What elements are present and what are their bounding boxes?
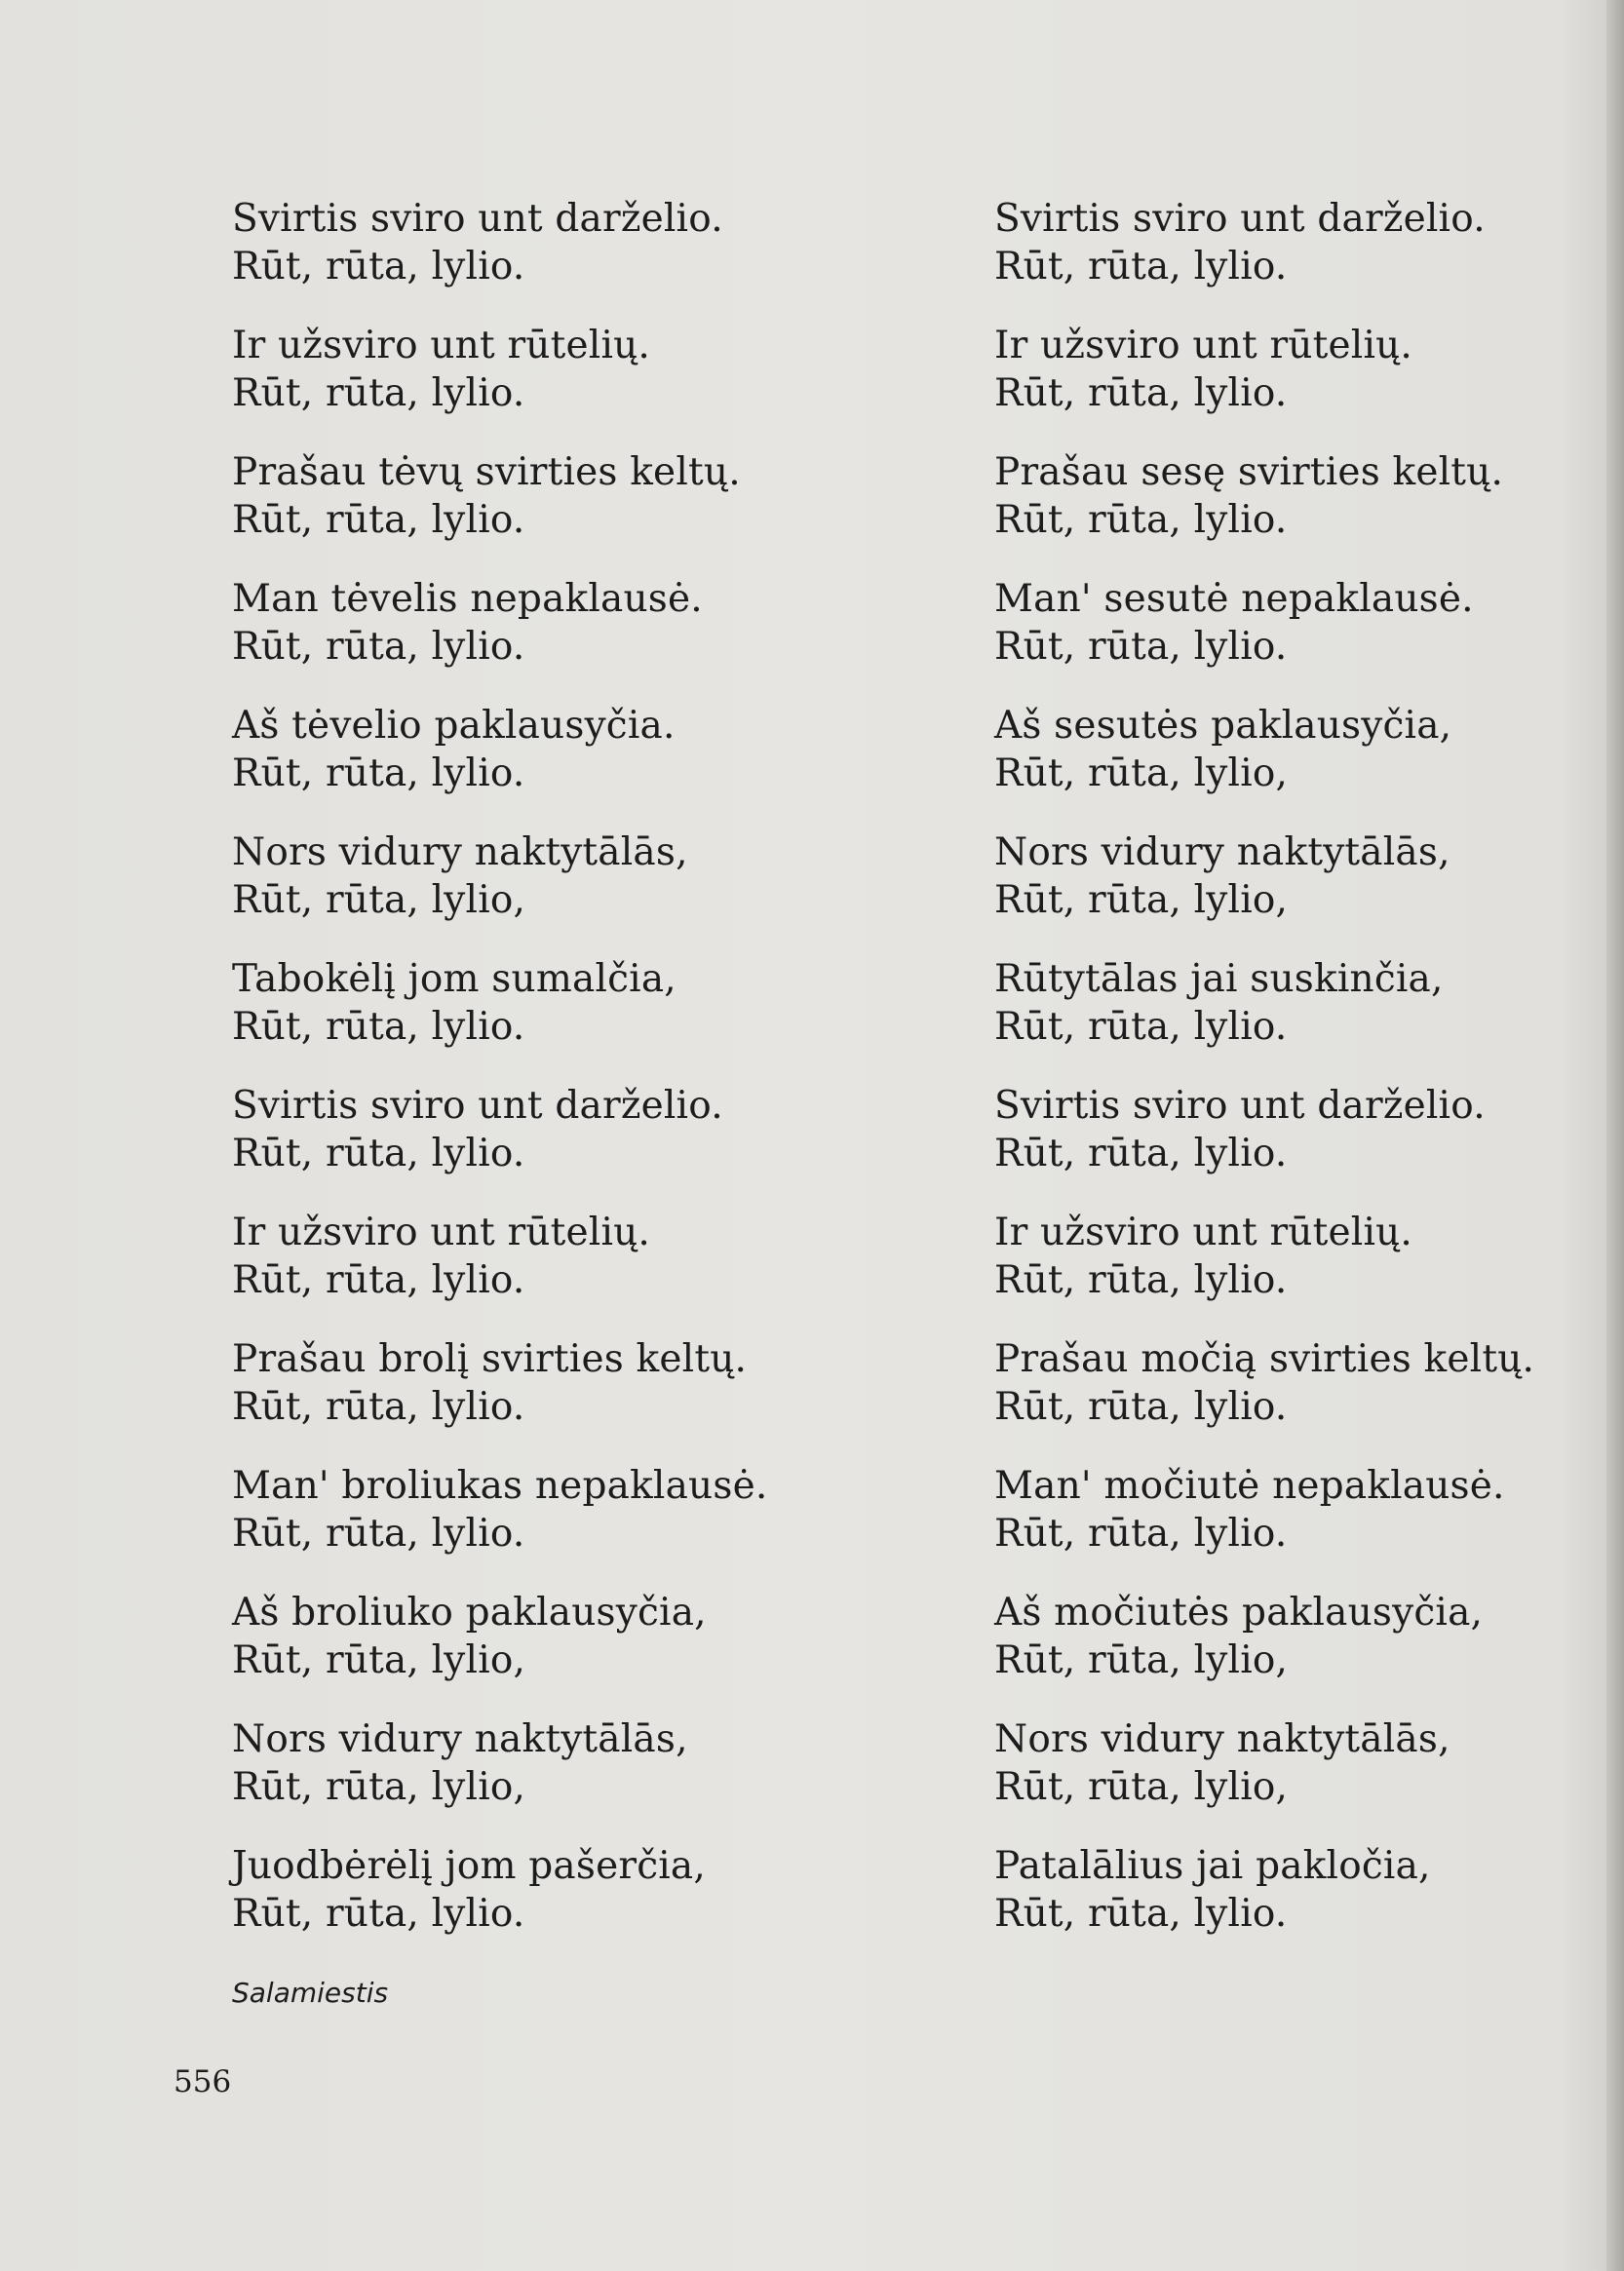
refrain-line: Rūt, rūta, lylio. [232, 245, 525, 289]
stanza [994, 1842, 1624, 1938]
stanza [994, 828, 1624, 924]
refrain-line: Rūt, rūta, lylio. [994, 1385, 1288, 1429]
verse-line: Nors vidury naktytālās, [994, 830, 1450, 874]
stanza [232, 1209, 914, 1304]
refrain-line: Rūt, rūta, lylio. [232, 498, 525, 542]
verse-line: Aš sesutės paklausyčia, [994, 704, 1452, 748]
verse-line: Nors vidury naktytālās, [232, 830, 688, 874]
right-column [994, 195, 1624, 1969]
verse-line: Ir užsviro unt rūtelių. [232, 324, 651, 367]
stanza [232, 828, 914, 924]
left-column [232, 195, 914, 1969]
verse-line: Nors vidury naktytālās, [994, 1717, 1450, 1761]
stanza [994, 1589, 1624, 1684]
verse-line: Man' sesutė nepaklausė. [994, 577, 1474, 621]
stanza [994, 195, 1624, 290]
verse-line: Prašau močią svirties keltų. [994, 1337, 1535, 1381]
stanza [232, 1715, 914, 1811]
refrain-line: Rūt, rūta, lylio. [232, 1512, 525, 1556]
refrain-line: Rūt, rūta, lylio. [994, 1258, 1288, 1302]
refrain-line: Rūt, rūta, lylio, [994, 751, 1289, 795]
verse-line: Aš močiutės paklausyčia, [994, 1591, 1484, 1635]
refrain-line: Rūt, rūta, lylio, [232, 878, 526, 922]
stanza [232, 1082, 914, 1177]
refrain-line: Rūt, rūta, lylio. [994, 625, 1288, 669]
refrain-line: Rūt, rūta, lylio, [994, 878, 1289, 922]
stanza [232, 322, 914, 417]
refrain-line: Rūt, rūta, lylio. [232, 371, 525, 415]
verse-line: Prašau brolį svirties keltų. [232, 1337, 748, 1381]
verse-line: Svirtis sviro unt darželio. [232, 197, 723, 241]
stanza [232, 575, 914, 671]
refrain-line: Rūt, rūta, lylio. [232, 1892, 525, 1936]
verse-line: Svirtis sviro unt darželio. [994, 1084, 1486, 1128]
verse-line: Tabokėlį jom sumalčia, [232, 957, 677, 1001]
stanza [232, 448, 914, 544]
refrain-line: Rūt, rūta, lylio. [994, 1005, 1288, 1049]
verse-line: Man' močiutė nepaklausė. [994, 1464, 1505, 1508]
refrain-line: Rūt, rūta, lylio, [232, 1765, 526, 1809]
refrain-line: Rūt, rūta, lylio, [994, 1638, 1289, 1682]
page-number: 556 [174, 2064, 232, 2099]
song-location: Salamiestis [232, 1977, 389, 2009]
refrain-line: Rūt, rūta, lylio. [994, 1512, 1288, 1556]
refrain-line: Rūt, rūta, lylio. [232, 1005, 525, 1049]
stanza [994, 448, 1624, 544]
refrain-line: Rūt, rūta, lylio, [232, 1638, 526, 1682]
verse-line: Ir užsviro unt rūtelių. [994, 324, 1413, 367]
refrain-line: Rūt, rūta, lylio. [232, 751, 525, 795]
verse-line: Prašau tėvų svirties keltų. [232, 450, 741, 494]
verse-line: Ir užsviro unt rūtelių. [994, 1211, 1413, 1254]
stanza [232, 195, 914, 290]
verse-line: Patalālius jai pakločia, [994, 1844, 1431, 1888]
verse-line: Nors vidury naktytālās, [232, 1717, 688, 1761]
stanza [232, 955, 914, 1051]
refrain-line: Rūt, rūta, lylio. [994, 1132, 1288, 1175]
stanza [994, 322, 1624, 417]
verse-line: Man tėvelis nepaklausė. [232, 577, 703, 621]
stanza [994, 1209, 1624, 1304]
stanza [232, 1462, 914, 1558]
stanza [994, 1082, 1624, 1177]
verse-line: Svirtis sviro unt darželio. [994, 197, 1486, 241]
refrain-line: Rūt, rūta, lylio. [232, 1385, 525, 1429]
verse-line: Juodbėrėlį jom pašerčia, [232, 1844, 706, 1888]
verse-line: Aš tėvelio paklausyčia. [232, 704, 676, 748]
verse-line: Aš broliuko paklausyčia, [232, 1591, 707, 1635]
stanza [232, 1335, 914, 1431]
stanza [994, 1715, 1624, 1811]
refrain-line: Rūt, rūta, lylio. [994, 371, 1288, 415]
stanza [994, 702, 1624, 797]
refrain-line: Rūt, rūta, lylio. [994, 1892, 1288, 1936]
stanza [994, 1335, 1624, 1431]
refrain-line: Rūt, rūta, lylio. [232, 1258, 525, 1302]
verse-line: Ir užsviro unt rūtelių. [232, 1211, 651, 1254]
stanza [994, 575, 1624, 671]
stanza [232, 702, 914, 797]
verse-line: Rūtytālas jai suskinčia, [994, 957, 1444, 1001]
refrain-line: Rūt, rūta, lylio. [994, 498, 1288, 542]
verse-line: Svirtis sviro unt darželio. [232, 1084, 723, 1128]
stanza [232, 1842, 914, 1938]
refrain-line: Rūt, rūta, lylio. [994, 245, 1288, 289]
stanza [994, 1462, 1624, 1558]
stanza [232, 1589, 914, 1684]
verse-line: Prašau sesę svirties keltų. [994, 450, 1504, 494]
refrain-line: Rūt, rūta, lylio. [232, 625, 525, 669]
refrain-line: Rūt, rūta, lylio. [232, 1132, 525, 1175]
verse-line: Man' broliukas nepaklausė. [232, 1464, 768, 1508]
refrain-line: Rūt, rūta, lylio, [994, 1765, 1289, 1809]
stanza [994, 955, 1624, 1051]
